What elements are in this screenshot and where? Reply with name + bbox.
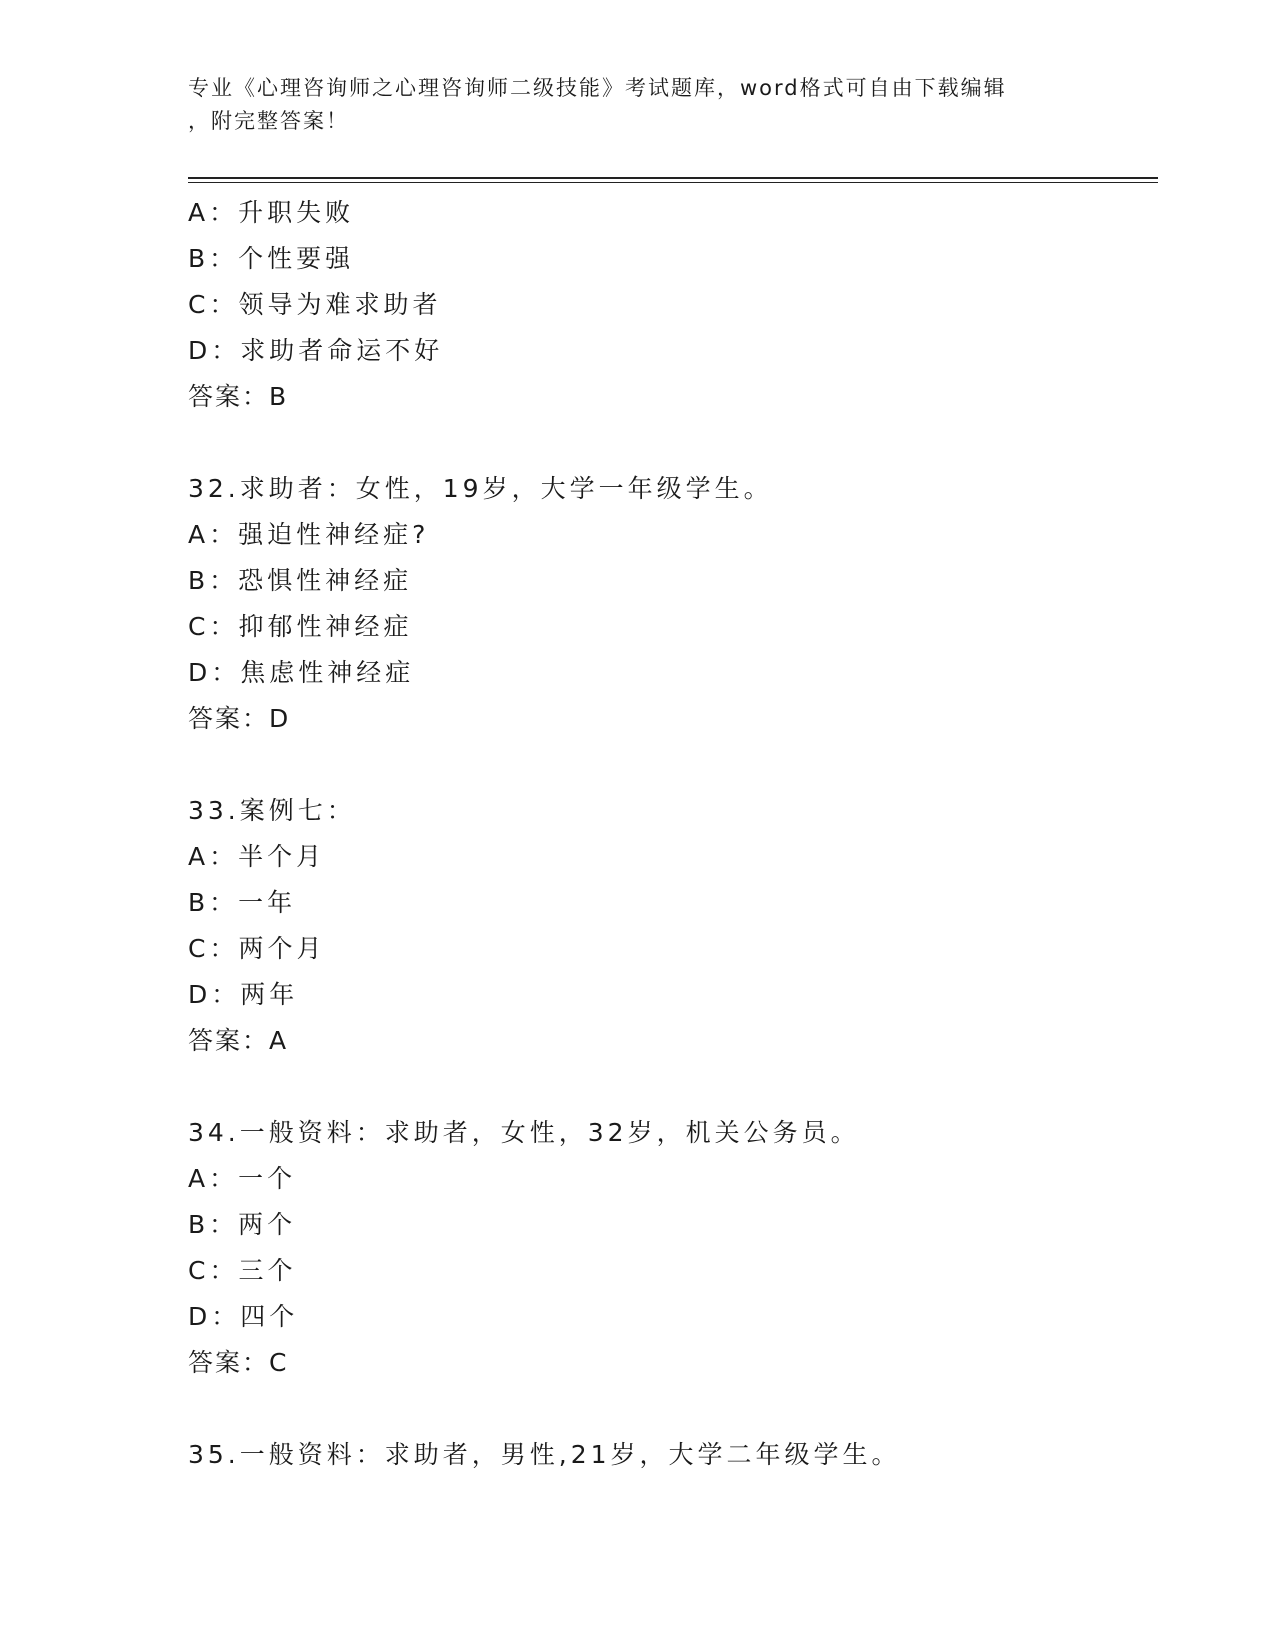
header-line-2: ，附完整答案！ — [188, 109, 349, 133]
option-c: C：三个 — [188, 1256, 297, 1285]
question-text: 35.一般资料：求助者，男性,21岁，大学二年级学生。 — [188, 1440, 901, 1469]
option-d: D：焦虑性神经症 — [188, 658, 415, 687]
question-block-33 — [188, 788, 1158, 1064]
option-d: D：两年 — [188, 980, 299, 1009]
spacer — [188, 420, 1158, 466]
header-line-1: 专业《心理咨询师之心理咨询师二级技能》考试题库，word格式可自由下载编辑 — [188, 76, 1007, 100]
option-b: B：个性要强 — [188, 244, 355, 273]
option-d: D：求助者命运不好 — [188, 336, 444, 365]
option-d: D：四个 — [188, 1302, 299, 1331]
answer-line: 答案：D — [188, 704, 291, 733]
option-b: B：恐惧性神经症 — [188, 566, 413, 595]
option-c: C：两个月 — [188, 934, 326, 963]
answer-line: 答案：B — [188, 382, 289, 411]
spacer — [188, 1064, 1158, 1110]
question-text: 33.案例七： — [188, 796, 356, 825]
option-a: A：强迫性神经症? — [188, 520, 430, 549]
answer-line: 答案：C — [188, 1348, 289, 1377]
option-b: B：一年 — [188, 888, 297, 917]
answer-line: 答案：A — [188, 1026, 289, 1055]
question-text: 32.求助者：女性，19岁，大学一年级学生。 — [188, 474, 773, 503]
question-block-32 — [188, 466, 1158, 742]
question-text: 34.一般资料：求助者，女性，32岁，机关公务员。 — [188, 1118, 860, 1147]
spacer — [188, 742, 1158, 788]
option-a: A：升职失败 — [188, 198, 355, 227]
document-header — [188, 72, 1088, 138]
option-a: A：半个月 — [188, 842, 326, 871]
question-block-34 — [188, 1110, 1158, 1386]
question-list — [188, 190, 1158, 1478]
option-c: C：抑郁性神经症 — [188, 612, 413, 641]
question-block-35 — [188, 1432, 1158, 1478]
option-c: C：领导为难求助者 — [188, 290, 442, 319]
question-block-31 — [188, 190, 1158, 420]
spacer — [188, 1386, 1158, 1432]
header-divider-thin — [188, 182, 1158, 183]
option-a: A：一个 — [188, 1164, 297, 1193]
option-b: B：两个 — [188, 1210, 297, 1239]
header-divider-thick — [188, 177, 1158, 179]
